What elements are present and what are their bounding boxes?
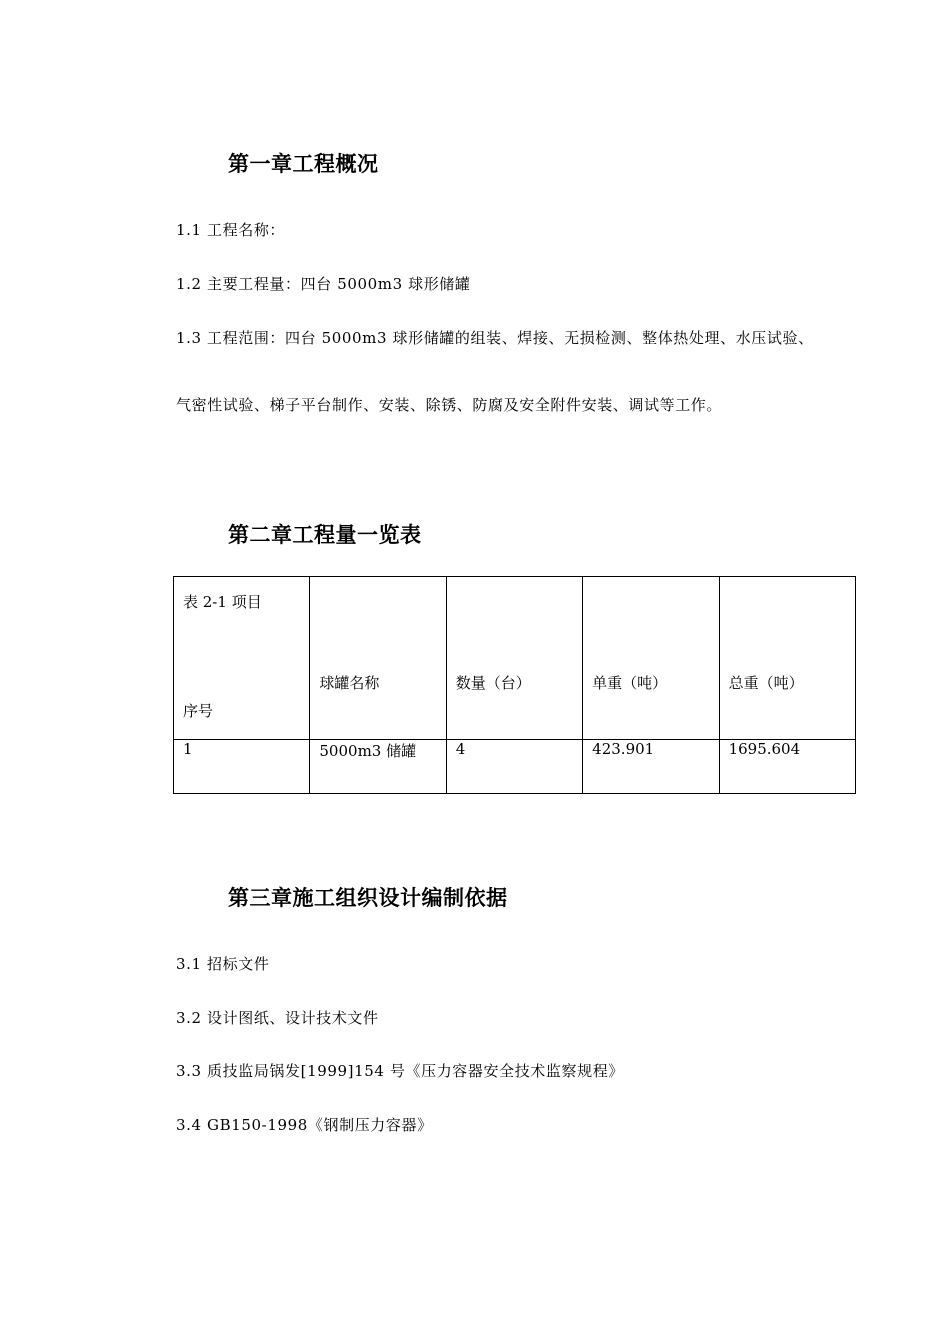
table-header-row bbox=[174, 577, 856, 740]
header-serial-label: 序号 bbox=[183, 702, 214, 720]
header-cell: 单重（吨） bbox=[583, 577, 719, 740]
header-cell: 数量（台） bbox=[446, 577, 582, 740]
item-3-1: 3.1 招标文件 bbox=[176, 955, 270, 973]
header-cell-item-index bbox=[174, 577, 310, 740]
table-cell: 1695.604 bbox=[719, 740, 855, 794]
item-1-1: 1.1 工程名称： bbox=[176, 221, 286, 239]
quantity-table bbox=[173, 576, 856, 794]
table-cell: 1 bbox=[174, 740, 310, 794]
header-cell: 总重（吨） bbox=[719, 577, 855, 740]
item-1-3: 1.3 工程范围：四台 5000m3 球形储罐的组装、焊接、无损检测、整体热处理、水压试验、 bbox=[176, 329, 814, 347]
table-cell: 5000m3 储罐 bbox=[310, 740, 446, 794]
chapter-3-title: 第三章施工组织设计编制依据 bbox=[228, 886, 508, 910]
item-3-3: 3.3 质技监局锅发[1999]154 号《压力容器安全技术监察规程》 bbox=[176, 1062, 624, 1080]
chapter-1-title: 第一章工程概况 bbox=[228, 152, 379, 176]
table-cell: 423.901 bbox=[583, 740, 719, 794]
item-3-2: 3.2 设计图纸、设计技术文件 bbox=[176, 1009, 379, 1027]
header-cell: 球罐名称 bbox=[310, 577, 446, 740]
item-1-3-continued: 气密性试验、梯子平台制作、安装、除锈、防腐及安全附件安装、调试等工作。 bbox=[176, 396, 723, 414]
table-row bbox=[174, 740, 856, 794]
chapter-2-title: 第二章工程量一览表 bbox=[228, 523, 422, 547]
table-cell: 4 bbox=[446, 740, 582, 794]
item-3-4: 3.4 GB150-1998《钢制压力容器》 bbox=[176, 1116, 433, 1134]
item-1-2: 1.2 主要工程量：四台 5000m3 球形储罐 bbox=[176, 275, 471, 293]
header-table-label: 表 2-1 项目 bbox=[183, 593, 262, 611]
